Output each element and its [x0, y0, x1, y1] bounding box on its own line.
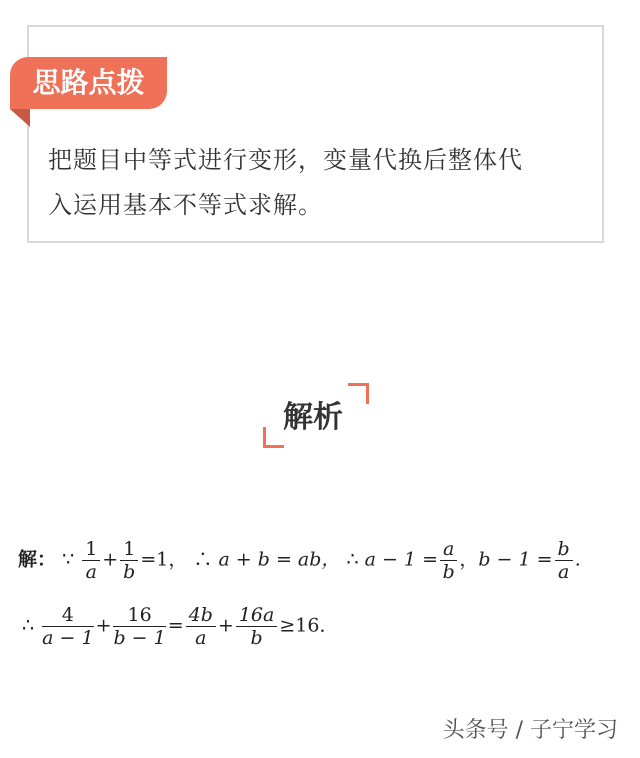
section-title: 解析: [283, 400, 343, 435]
period: .: [574, 548, 581, 571]
therefore-symbol-3: ∴: [22, 614, 35, 637]
corner-bracket-bottom-left: [263, 427, 284, 448]
therefore-symbol-2: ∴: [346, 548, 359, 571]
eq3-lhs: a − 1 =: [364, 548, 438, 571]
hint-line-1: 把题目中等式进行变形，变量代换后整体代: [48, 146, 523, 174]
fraction-b-over-a: $\frac{b}{a}$: [555, 538, 573, 583]
hint-text: [48, 138, 596, 228]
fraction-a-over-b: $\frac{a}{b}$: [440, 538, 457, 583]
because-symbol: ∵: [62, 548, 75, 571]
eq1-rhs: =1，: [140, 548, 188, 571]
hint-tab: 思路点拨: [10, 57, 167, 109]
therefore-symbol-1: ∴: [193, 548, 213, 571]
fraction-1-over-b: $\frac{1}{b}$: [120, 538, 138, 583]
corner-bracket-top-right: [348, 383, 369, 404]
eq2: a + b = ab，: [218, 548, 341, 571]
fraction-4b-over-a: $\frac{4b}{a}$: [186, 604, 216, 649]
watermark: 头条号 / 子宁学习: [442, 718, 618, 743]
result: ≥16．: [279, 614, 339, 637]
solution-line-2: ∴ $\frac{4}{a - 1}$ + $\frac{16}{b - 1}$ = $\frac{4b}{a}$ + $\frac{16a}{b}$ ≥16．: [22, 604, 339, 649]
hint-line-2: 入运用基本不等式求解。: [48, 191, 323, 219]
eq4-lhs: b − 1 =: [478, 548, 553, 571]
comma: ，: [459, 548, 479, 571]
fraction-16-over-b-minus-1: $\frac{16}{b - 1}$: [113, 604, 166, 649]
fraction-4-over-a-minus-1: $\frac{4}{a - 1}$: [42, 604, 94, 649]
solution-label: 解：: [18, 548, 57, 571]
solution-line-1: 解： ∵ $\frac{1}{a}$ + $\frac{1}{b}$ =1， ∴ a + b = ab， ∴ a − 1 = $\frac{a}{b}$ ，b − 1 = $\frac{b}{a}$ .: [18, 538, 581, 583]
fraction-16a-over-b: $\frac{16a}{b}$: [236, 604, 278, 649]
fraction-1-over-a: $\frac{1}{a}$: [82, 538, 100, 583]
